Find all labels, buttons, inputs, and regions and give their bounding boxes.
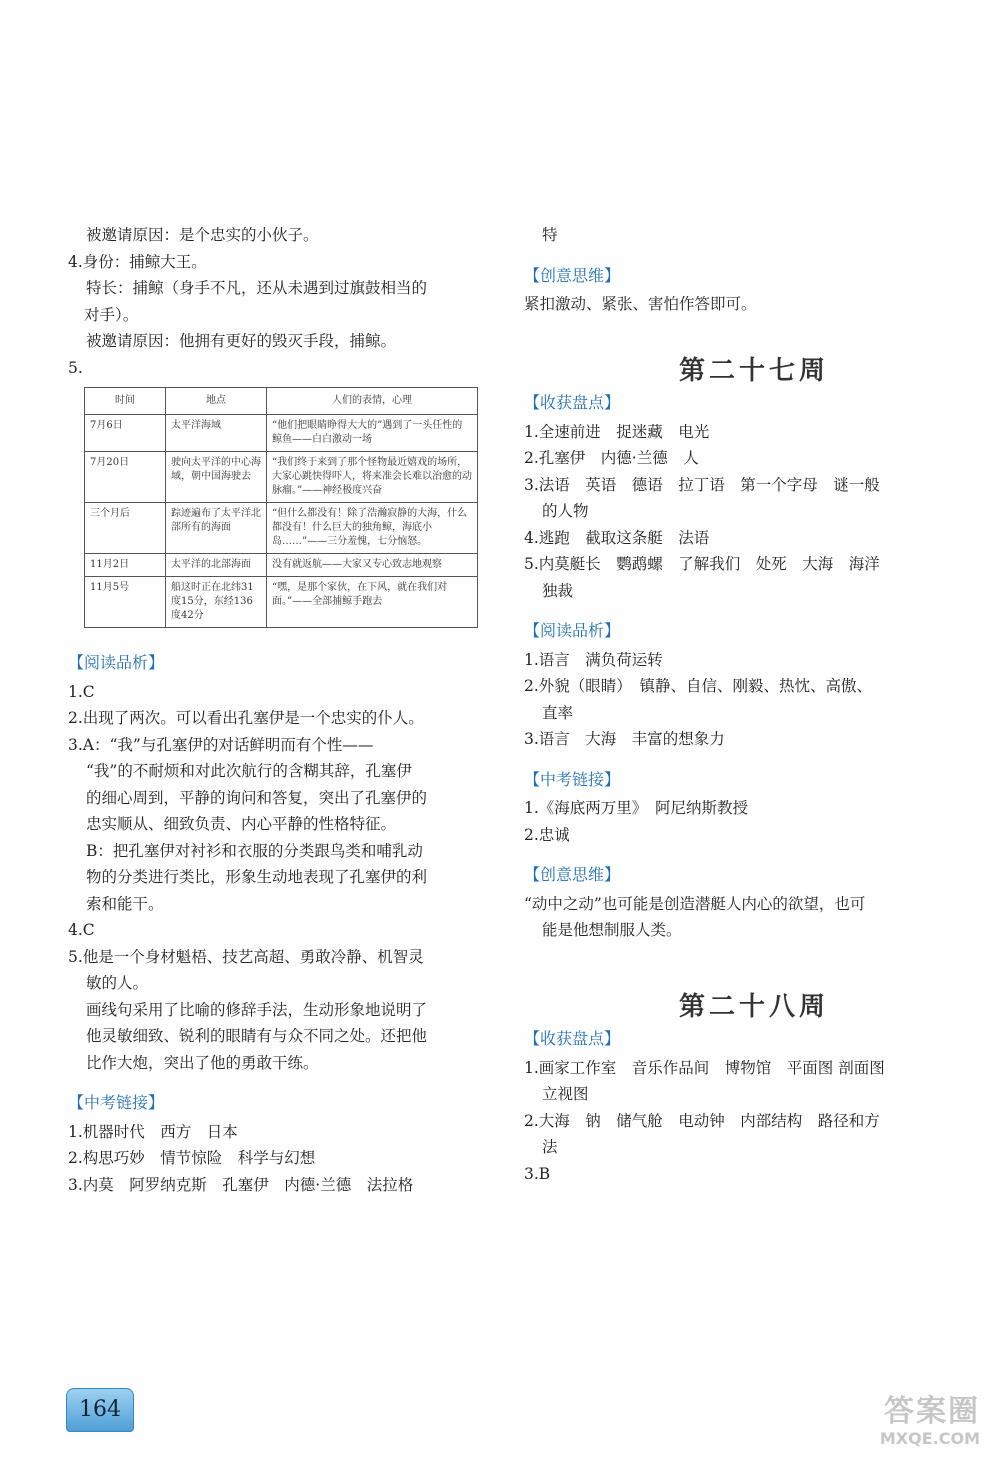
table-row [85,577,478,628]
week-title-27: 第二十七周 [678,355,829,386]
text-line: 1.画家工作室 音乐作品间 博物馆 平面图 剖面图 [524,1058,885,1077]
text-line: “动中之动”也可能是创造潜艇人内心的欲望，也可 [524,894,866,913]
text-line: 1.C [68,682,95,701]
page-number: 164 [79,1397,121,1422]
table-cell: “嘿，是那个家伙，在下风，就在我们对面。”——全部捕鲸手跑去 [267,577,478,628]
text-line: 5.他是一个身材魁梧、技艺高超、勇敢冷静、机智灵 [68,947,424,966]
table-row [85,452,478,503]
text-line: 紧扣激动、紧张、害怕作答即可。 [524,295,757,313]
table-header-cell: 地点 [166,388,267,415]
table-cell: 太平洋海域 [166,415,267,452]
text-line: 4.C [68,921,95,939]
text-line: 2.构思巧妙 情节惊险 科学与幻想 [68,1149,316,1167]
text-line: 4.逃跑 截取这条艇 法语 [524,528,710,547]
text-line: 5.内莫艇长 鹦鹉螺 了解我们 处死 大海 海洋 [524,555,880,573]
table-cell: 三个月后 [85,503,166,554]
table-row [85,415,478,452]
table-cell: 7月20日 [85,452,166,503]
page-number-badge [66,1388,134,1432]
text-line: 特长：捕鲸（身手不凡，还从未遇到过旗鼓相当的 [86,279,428,297]
text-line: 2.出现了两次。可以看出孔塞伊是一个忠实的仆人。 [68,709,424,727]
watermark-url: MXQE.COM [879,1429,980,1448]
table-cell: 11月2日 [85,554,166,577]
left-column [68,222,478,1198]
text-line: 被邀请原因：他拥有更好的毁灭手段，捕鲸。 [86,332,397,350]
text-line: 5. [68,358,83,377]
text-line: 特 [542,226,558,244]
table-header-row [85,388,478,415]
text-line: 3.B [524,1164,551,1183]
section-heading-creative: 【创意思维】 [524,865,621,884]
table-cell: 11月5号 [85,577,166,628]
week-title-28: 第二十八周 [678,991,829,1022]
events-table [84,387,478,628]
text-line: 被邀请原因：是个忠实的小伙子。 [86,226,319,244]
text-line: 独裁 [542,581,574,600]
text-line: “我”的不耐烦和对此次航行的含糊其辞，孔塞伊 [86,762,412,780]
text-line: 3.内莫 阿罗纳克斯 孔塞伊 内德·兰德 法拉格 [68,1175,414,1194]
section-heading-exam: 【中考链接】 [68,1093,165,1112]
section-heading-exam: 【中考链接】 [524,769,621,789]
table-cell: 7月6日 [85,415,166,452]
table-cell: 船这时正在北纬31度15分，东经136度42分 [166,577,267,628]
text-line: 他灵敏细致、锐利的眼睛有与众不同之处。还把他 [86,1027,428,1045]
text-line: 的人物 [542,502,589,520]
text-line: 1.《海底两万里》 阿尼纳斯教授 [524,799,749,817]
table-header-cell: 人们的表情，心理 [267,388,478,415]
section-heading-harvest: 【收获盘点】 [524,393,621,412]
text-line: 立视图 [542,1085,589,1103]
text-line: 忠实顺从、细致负责、内心平静的性格特征。 [86,815,397,833]
section-heading-harvest: 【收获盘点】 [524,1029,621,1048]
text-line: 1.语言 满负荷运转 [524,650,663,669]
table-header-cell: 时间 [85,388,166,415]
text-line: 2.大海 钠 储气舱 电动钟 内部结构 路径和方 [524,1111,880,1130]
text-line: 能是他想制服人类。 [542,921,682,939]
table-row [85,554,478,577]
text-line: 法 [542,1138,558,1156]
watermark-text: 答案圈 [884,1394,980,1429]
section-heading-reading: 【阅读品析】 [524,621,621,640]
table-cell: 没有就返航——大家又专心致志地观察 [267,554,478,577]
text-line: 索和能干。 [86,894,164,913]
text-line: 2.外貌（眼睛） 镇静、自信、刚毅、热忱、高傲、 [524,677,873,695]
text-line: 3.语言 大海 丰富的想象力 [524,730,725,748]
text-line: 物的分类进行类比，形象生动地表现了孔塞伊的利 [86,868,428,886]
text-line: B：把孔塞伊对衬衫和衣服的分类跟鸟类和哺乳动 [86,841,423,860]
text-line: 1.全速前进 捉迷藏 电光 [524,422,710,441]
text-line: 2.孔塞伊 内德·兰德 人 [524,449,699,467]
table-cell: “他们把眼睛睁得大大的”遇到了一头任性的鲸鱼——白白激动一场 [267,415,478,452]
text-line: 3.法语 英语 德语 拉丁语 第一个字母 谜一般 [524,475,880,494]
table-cell: 驶向太平洋的中心海域，朝中国海驶去 [166,452,267,503]
text-line: 敏的人。 [86,974,149,992]
text-line: 的细心周到，平静的询问和答复，突出了孔塞伊的 [86,788,428,807]
text-line: 比作大炮，突出了他的勇敢干练。 [86,1053,319,1072]
text-line: 对手）。 [84,305,139,324]
right-column [524,222,944,1187]
text-line: 2.忠诚 [524,825,570,844]
text-line: 画线句采用了比喻的修辞手法，生动形象地说明了 [86,1000,428,1019]
text-line: 直率 [542,703,574,722]
text-line: 3.A：“我”与孔塞伊的对话鲜明而有个性—— [68,735,374,754]
table-cell: “但什么都没有！除了浩瀚寂静的大海，什么都没有！什么巨大的独角鲸，海底小岛……”——三分羞愧，七分恼怒。 [267,503,478,554]
text-line: 1.机器时代 西方 日本 [68,1122,238,1141]
section-heading-creative: 【创意思维】 [524,265,621,285]
table-cell: 太平洋的北部海面 [166,554,267,577]
table-row [85,503,478,554]
watermark-logo [830,1395,980,1455]
section-heading-reading: 【阅读品析】 [68,653,165,672]
table-cell: “我们终于来到了那个怪物最近嬉戏的场所，大家心跳快得吓人，将来准会长难以治愈的动脉瘤。”——神经极度兴奋 [267,452,478,503]
text-line: 4.身份：捕鲸大王。 [68,252,207,271]
table-cell: 踪迹遍布了太平洋北部所有的海面 [166,503,267,554]
